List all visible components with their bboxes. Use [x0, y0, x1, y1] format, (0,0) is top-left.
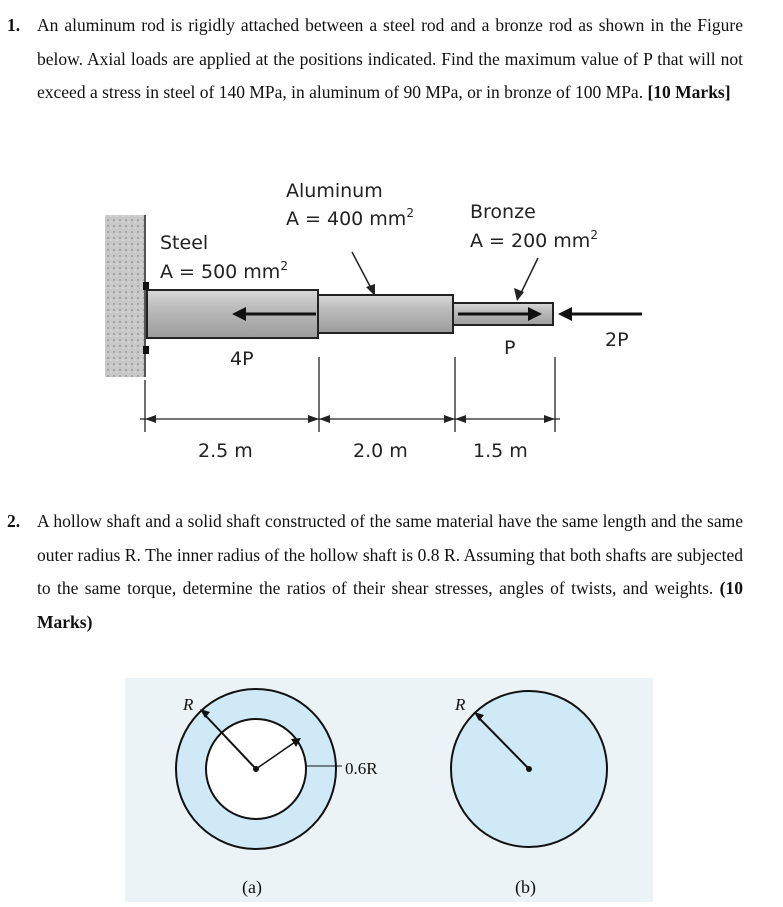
solid-radius-label: R	[455, 695, 466, 714]
inner-radius-label: 0.6R	[345, 759, 378, 778]
length-aluminum: 2.0 m	[353, 440, 408, 462]
fixed-wall	[105, 215, 145, 377]
problem-1-marks: [10 Marks]	[647, 82, 731, 102]
problem-1-text	[37, 9, 743, 149]
steel-label: Steel	[160, 232, 209, 254]
problem-2-marks: (10 Marks)	[37, 578, 743, 632]
length-steel: 2.5 m	[198, 440, 253, 462]
axial-rod-figure	[100, 170, 660, 470]
load-p-label: P	[504, 337, 516, 359]
caption-b: (b)	[515, 877, 536, 897]
length-bronze: 1.5 m	[473, 440, 528, 462]
bronze-label: Bronze	[470, 201, 536, 223]
shaft-cross-section-figure	[125, 678, 653, 902]
problem-2-statement: A hollow shaft and a solid shaft constructed of the same material have the same length and the same outer radius R. The inner radius of the hollow shaft is 0.8 R. Assuming that both shafts are subjected to the same torque, determine the ratios of their shear stresses, angles of twists, and weights.	[37, 511, 743, 598]
aluminum-rod	[318, 295, 453, 333]
aluminum-label: Aluminum	[286, 180, 383, 202]
problem-1-statement: An aluminum rod is rigidly attached between a steel rod and a bronze rod as shown in the Figure below. Axial loads are applied at the positions indicated. Find the maximum value of P that will not exceed a stress in steel of 140 MPa, in aluminum of 90 MPa, or in bronze of 100 MPa.	[37, 15, 743, 102]
caption-a: (a)	[242, 877, 262, 897]
load-2p-label: 2P	[605, 329, 629, 351]
steel-area: A = 500 $mm^2$	[160, 259, 288, 283]
shaft-cross-section-diagram	[125, 678, 653, 902]
problem-1-number: 1.	[7, 15, 21, 35]
problem-2-text	[37, 505, 743, 645]
aluminum-area: A = 400 $mm^2$	[286, 206, 414, 230]
axial-rod-diagram	[100, 170, 660, 470]
load-2p-arrow	[558, 307, 572, 321]
problem-2-number: 2.	[7, 511, 21, 531]
load-4p-label: 4P	[230, 348, 254, 370]
bronze-area: A = 200 $mm^2$	[470, 228, 598, 252]
hollow-radius-label: R	[183, 695, 194, 714]
